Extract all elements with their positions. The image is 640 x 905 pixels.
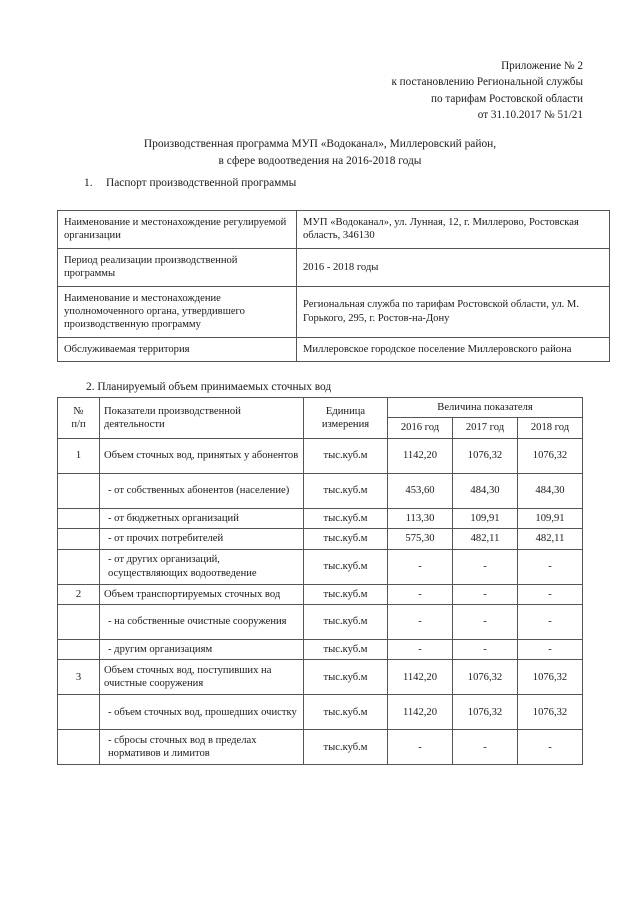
passport-value: Региональная служба по тарифам Ростовской области, ул. М. Горького, 295, г. Ростов-на-Дону bbox=[297, 286, 610, 337]
header-line-authority: по тарифам Ростовской области bbox=[431, 92, 583, 105]
cell-v2017: - bbox=[453, 549, 518, 584]
cell-v2017: - bbox=[453, 730, 518, 765]
header-num-line-2: п/п bbox=[71, 418, 86, 430]
cell-indicator: - от бюджетных организаций bbox=[100, 508, 304, 528]
header-indicator-line-1: Показатели производственной bbox=[104, 405, 241, 417]
header-unit bbox=[304, 398, 388, 439]
cell-indicator: - другим организациям bbox=[100, 640, 304, 660]
cell-indicator: - объем сточных вод, прошедших очистку bbox=[100, 695, 304, 730]
cell-unit: тыс.куб.м bbox=[304, 473, 388, 508]
volume-table-head bbox=[58, 398, 583, 439]
cell-indicator: - сбросы сточных вод в пределах нормативов и лимитов bbox=[100, 730, 304, 765]
section-1-heading bbox=[84, 176, 296, 191]
cell-v2016: - bbox=[388, 584, 453, 604]
header-line-date: от 31.10.2017 № 51/21 bbox=[477, 108, 583, 121]
cell-unit: тыс.куб.м bbox=[304, 695, 388, 730]
cell-v2018: - bbox=[518, 640, 583, 660]
cell-v2017: 484,30 bbox=[453, 473, 518, 508]
cell-indicator: - от прочих потребителей bbox=[100, 529, 304, 549]
header-year-2017: 2017 год bbox=[453, 418, 518, 438]
cell-v2017: 1076,32 bbox=[453, 660, 518, 695]
cell-unit: тыс.куб.м bbox=[304, 584, 388, 604]
cell-indicator: Объем сточных вод, принятых у абонентов bbox=[100, 438, 304, 473]
table-header-row bbox=[58, 398, 583, 418]
passport-value: Миллеровское городское поселение Миллеровского района bbox=[297, 337, 610, 361]
cell-unit: тыс.куб.м bbox=[304, 438, 388, 473]
header-year-2018: 2018 год bbox=[518, 418, 583, 438]
section-2-heading: 2. Планируемый объем принимаемых сточных вод bbox=[86, 381, 332, 393]
cell-unit: тыс.куб.м bbox=[304, 640, 388, 660]
header-line-resolution: к постановлению Региональной службы bbox=[391, 76, 583, 89]
table-row bbox=[58, 605, 583, 640]
volume-table bbox=[57, 397, 583, 765]
cell-v2018: 109,91 bbox=[518, 508, 583, 528]
header-unit-line-1: Единица bbox=[325, 405, 366, 417]
cell-num bbox=[58, 605, 100, 640]
table-row bbox=[58, 529, 583, 549]
cell-v2018: - bbox=[518, 730, 583, 765]
cell-v2018: - bbox=[518, 549, 583, 584]
passport-table-body bbox=[58, 211, 610, 362]
header-value-group: Величина показателя bbox=[388, 398, 583, 418]
cell-v2017: 482,11 bbox=[453, 529, 518, 549]
table-row bbox=[58, 438, 583, 473]
cell-unit: тыс.куб.м bbox=[304, 605, 388, 640]
cell-v2016: 1142,20 bbox=[388, 438, 453, 473]
section-1-number: 1. bbox=[84, 177, 93, 189]
cell-indicator: - от других организаций, осуществляющих водоотведение bbox=[100, 549, 304, 584]
cell-v2016: - bbox=[388, 730, 453, 765]
table-row bbox=[58, 337, 610, 361]
table-row bbox=[58, 640, 583, 660]
cell-num bbox=[58, 695, 100, 730]
cell-v2018: 1076,32 bbox=[518, 695, 583, 730]
table-row bbox=[58, 248, 610, 286]
header-indicator-line-2: деятельности bbox=[104, 418, 165, 430]
cell-unit: тыс.куб.м bbox=[304, 549, 388, 584]
cell-v2016: - bbox=[388, 640, 453, 660]
passport-label: Наименование и местонахождение регулируемой организации bbox=[58, 211, 297, 249]
cell-indicator: - от собственных абонентов (население) bbox=[100, 473, 304, 508]
page-title bbox=[57, 136, 583, 170]
cell-num: 2 bbox=[58, 584, 100, 604]
cell-unit: тыс.куб.м bbox=[304, 730, 388, 765]
table-row bbox=[58, 473, 583, 508]
table-row bbox=[58, 508, 583, 528]
cell-v2016: 113,30 bbox=[388, 508, 453, 528]
document-header bbox=[57, 58, 583, 123]
table-row bbox=[58, 211, 610, 249]
cell-v2017: - bbox=[453, 605, 518, 640]
cell-v2018: 1076,32 bbox=[518, 660, 583, 695]
section-1-title: Паспорт производственной программы bbox=[106, 177, 297, 189]
cell-unit: тыс.куб.м bbox=[304, 508, 388, 528]
cell-num bbox=[58, 549, 100, 584]
passport-label: Период реализации производственной программы bbox=[58, 248, 297, 286]
cell-v2016: 575,30 bbox=[388, 529, 453, 549]
header-num bbox=[58, 398, 100, 439]
table-row bbox=[58, 584, 583, 604]
table-row bbox=[58, 660, 583, 695]
cell-v2018: - bbox=[518, 584, 583, 604]
cell-v2017: 1076,32 bbox=[453, 438, 518, 473]
cell-v2016: 453,60 bbox=[388, 473, 453, 508]
cell-v2017: - bbox=[453, 640, 518, 660]
header-indicator bbox=[100, 398, 304, 439]
header-line-appendix: Приложение № 2 bbox=[501, 60, 583, 72]
cell-num bbox=[58, 508, 100, 528]
passport-table bbox=[57, 210, 610, 362]
passport-label: Наименование и местонахождение уполномоченного органа, утвердившего производственную программу bbox=[58, 286, 297, 337]
cell-num bbox=[58, 529, 100, 549]
cell-v2016: 1142,20 bbox=[388, 660, 453, 695]
header-unit-line-2: измерения bbox=[321, 418, 370, 430]
cell-num: 3 bbox=[58, 660, 100, 695]
cell-v2018: 482,11 bbox=[518, 529, 583, 549]
cell-v2018: - bbox=[518, 605, 583, 640]
table-row bbox=[58, 549, 583, 584]
cell-unit: тыс.куб.м bbox=[304, 529, 388, 549]
cell-num: 1 bbox=[58, 438, 100, 473]
cell-indicator: Объем сточных вод, поступивших на очистные сооружения bbox=[100, 660, 304, 695]
passport-value: 2016 - 2018 годы bbox=[297, 248, 610, 286]
cell-v2018: 1076,32 bbox=[518, 438, 583, 473]
header-year-2016: 2016 год bbox=[388, 418, 453, 438]
volume-table-body bbox=[58, 438, 583, 765]
cell-v2018: 484,30 bbox=[518, 473, 583, 508]
cell-v2016: - bbox=[388, 549, 453, 584]
table-row bbox=[58, 286, 610, 337]
passport-value: МУП «Водоканал», ул. Лунная, 12, г. Миллерово, Ростовская область, 346130 bbox=[297, 211, 610, 249]
cell-num bbox=[58, 640, 100, 660]
cell-v2017: 1076,32 bbox=[453, 695, 518, 730]
cell-v2017: - bbox=[453, 584, 518, 604]
header-num-line-1: № bbox=[73, 405, 84, 417]
cell-num bbox=[58, 473, 100, 508]
cell-v2016: - bbox=[388, 605, 453, 640]
cell-num bbox=[58, 730, 100, 765]
cell-indicator: - на собственные очистные сооружения bbox=[100, 605, 304, 640]
title-line-1: Производственная программа МУП «Водоканал», Миллеровский район, bbox=[143, 138, 497, 150]
table-row bbox=[58, 730, 583, 765]
passport-label: Обслуживаемая территория bbox=[58, 337, 297, 361]
title-line-2: в сфере водоотведения на 2016-2018 годы bbox=[218, 155, 422, 167]
cell-unit: тыс.куб.м bbox=[304, 660, 388, 695]
table-row bbox=[58, 695, 583, 730]
cell-indicator: Объем транспортируемых сточных вод bbox=[100, 584, 304, 604]
cell-v2016: 1142,20 bbox=[388, 695, 453, 730]
cell-v2017: 109,91 bbox=[453, 508, 518, 528]
